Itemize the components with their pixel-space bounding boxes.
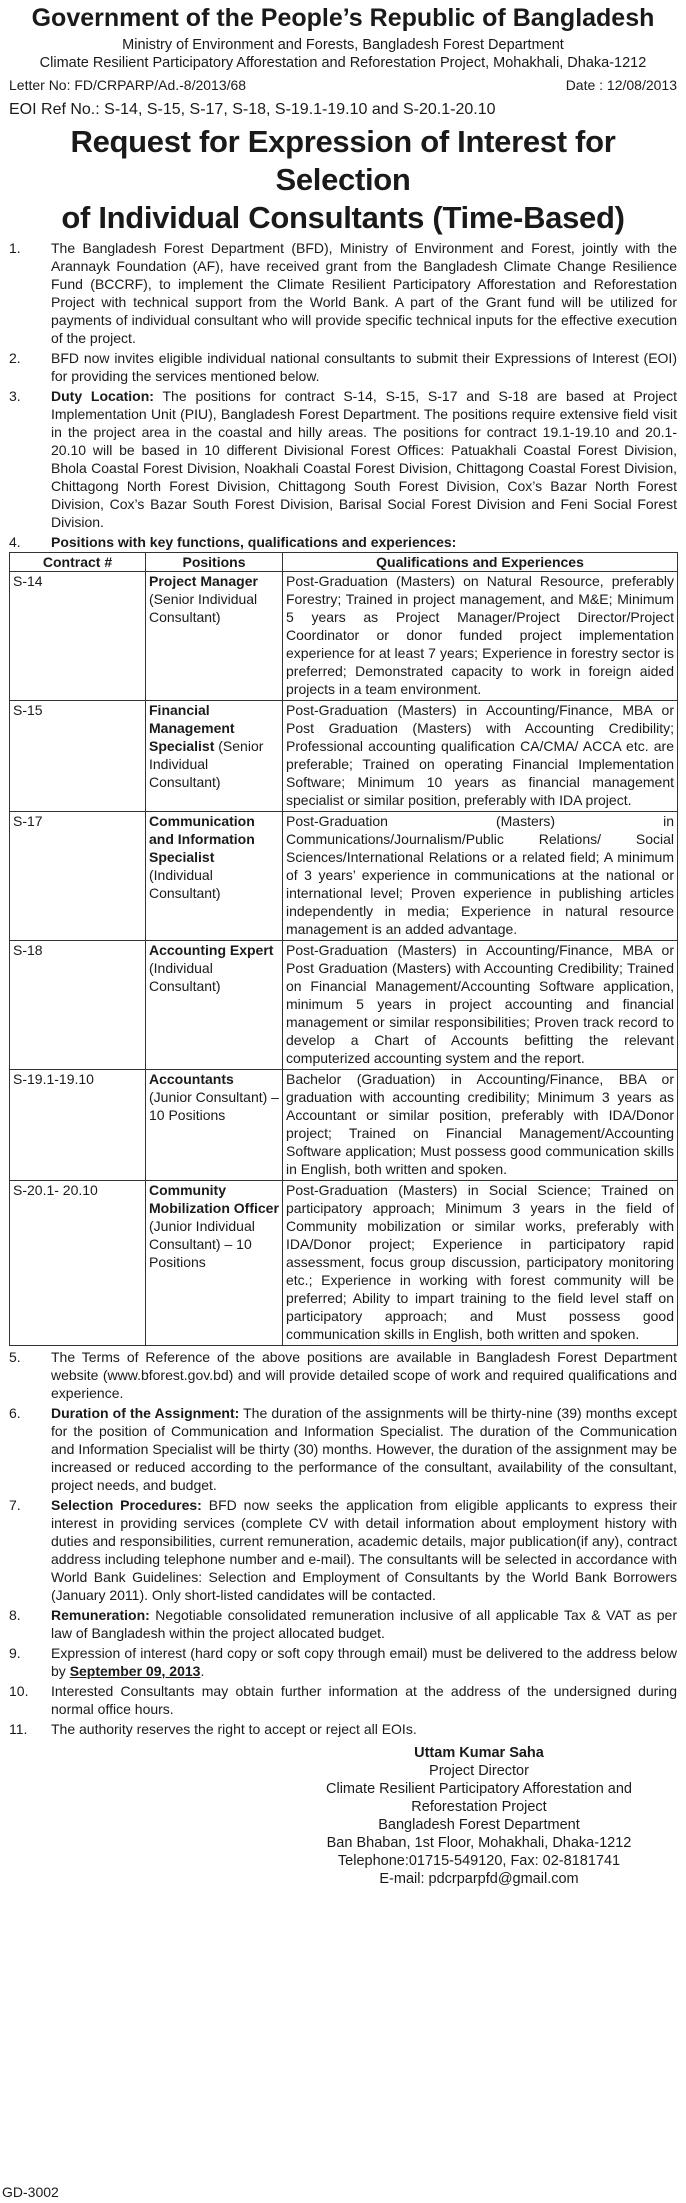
contract-cell: S-17 (10, 812, 146, 941)
paragraph-text: Interested Consultants may obtain further information at the address of the undersigned during normal office hours. (51, 1683, 677, 1717)
gd-code: GD-3002 (2, 2184, 59, 2200)
contract-cell: S-15 (10, 701, 146, 812)
signatory-name: Uttam Kumar Saha (414, 1745, 544, 1761)
paragraph-number: 5. (9, 1349, 21, 1365)
paragraph-number: 9. (9, 1645, 21, 1661)
ministry-line: Ministry of Environment and Forests, Bangladesh Forest Department (122, 37, 564, 53)
deadline-date: September 09, 2013 (69, 1663, 201, 1679)
paragraph-text: BFD now invites eligible individual national consultants to submit their Expressions of Interest (EOI) for providing the services mentioned below. (51, 350, 677, 384)
position-cell (146, 572, 283, 701)
table-row (10, 572, 678, 701)
paragraph-text: The authority reserves the right to accept or reject all EOIs. (51, 1721, 417, 1737)
paragraph-9 (9, 1644, 677, 1680)
paragraph-number: 3. (9, 388, 21, 404)
position-cell (146, 941, 283, 1070)
positions-heading: Positions with key functions, qualifications and experiences: (51, 534, 457, 550)
qualifications-cell: Post-Graduation (Masters) in Accounting/Finance, MBA or Post Graduation (Masters) with Accounting Credibility; Professional accounting qualification CA/CMA/ ACCA etc. are preferable; Trained on operating Financial Implementation Software; Minimum 10 years as financial management specialist or similar position, preferably with IDA project. (283, 701, 678, 812)
positions-table (9, 552, 678, 1346)
signatory-department: Bangladesh Forest Department (378, 1817, 580, 1833)
notice-title-line-2: of Individual Consultants (Time-Based) (61, 200, 625, 235)
letter-date: Date : 12/08/2013 (565, 77, 677, 93)
signature-block (291, 1744, 667, 1888)
project-line: Climate Resilient Participatory Afforestation and Reforestation Project, Mohakhali, Dhaka-1212 (39, 55, 647, 71)
position-cell (146, 812, 283, 941)
paragraph-2 (9, 349, 677, 385)
paragraph-10 (9, 1682, 677, 1718)
signatory-project-line-1: Climate Resilient Participatory Afforestation and (326, 1781, 632, 1797)
signatory-phone: Telephone:01715-549120, Fax: 02-8181741 (337, 1853, 621, 1869)
position-subtitle: (Individual Consultant) (149, 867, 221, 901)
paragraph-body (51, 387, 677, 531)
paragraph-6 (9, 1404, 677, 1494)
paragraph-text: The positions for contract S-14, S-15, S-17 and S-18 are based at Project Implementation Unit (PIU), Bangladesh Forest Department. The positions require extensive field visit in the project area in the coastal and hilly areas. The positions for contract 19.1-19.10 and 20.1-20.10 will be based in 10 different Divisional Forest Offices: Patuakhali Coastal Forest Division, Bhola Coastal Forest Division, Noakhali Coastal Forest Division, Chittagong Coastal Forest Division, Chittagong North Forest Division, Chittagong South Forest Division, Cox’s Bazar North Forest Division, Cox’s Bazar South Forest Division, Barisal Social Forest Division and Feni Social Forest Division. (51, 388, 677, 530)
paragraph-number: 6. (9, 1405, 21, 1421)
paragraph-number: 1. (9, 240, 21, 256)
position-cell (146, 1181, 283, 1346)
paragraph-text: The Bangladesh Forest Department (BFD), Ministry of Environment and Forest, jointly with the Arannayk Foundation (AF), have received grant from the Bangladesh Climate Change Resilience Fund (BCCRF), to implement the Climate Resilient Participatory Afforestation and Reforestation Project with technical support from the World Bank. A part of the Grant fund will be utilized for payments of individual consultant who will provide specific technical inputs for the effective execution of the project. (51, 240, 677, 346)
qualifications-cell: Post-Graduation (Masters) in Social Science; Trained on participatory approach; Minimum 3 years in the field of Community mobilization or similar works, preferably with IDA/Donor project; Experience in participatory rapid assessment, focus group discussion, participatory monitoring etc.; Experience in working with forest community will be preferred; Ability to impart training to the field level staff on participatory approach; and Must possess good communication skills in English, both written and spoken. (283, 1181, 678, 1346)
position-cell (146, 1070, 283, 1181)
contract-cell: S-14 (10, 572, 146, 701)
header-contract: Contract # (10, 553, 146, 572)
table-row (10, 941, 678, 1070)
paragraph-number: 7. (9, 1497, 21, 1513)
signatory-project-line-2: Reforestation Project (411, 1799, 547, 1815)
header-qualifications: Qualifications and Experiences (283, 553, 678, 572)
position-cell (146, 701, 283, 812)
government-title: Government of the People’s Republic of Bangladesh (31, 4, 655, 32)
paragraph-text: The Terms of Reference of the above positions are available in Bangladesh Forest Department website (www.bforest.gov.bd) and will provide detailed scope of work and required qualifications and experience. (51, 1349, 677, 1401)
table-row (10, 1070, 678, 1181)
position-title: Financial Management Specialist (149, 702, 235, 754)
position-title: Community Mobilization Officer (149, 1182, 279, 1216)
header-positions: Positions (146, 553, 283, 572)
letter-row (9, 76, 677, 94)
contract-cell: S-18 (10, 941, 146, 1070)
paragraph-text: The duration of the assignments will be thirty-nine (39) months except for the position of Communication and Information Specialist. The duration of the Communication and Information Specialist will be thirty (30) months. However, the duration of the assignment may be increased or reduced according to the performance of the consultant, availability of the consultant, project needs, and budget. (51, 1405, 677, 1493)
contract-cell: S-19.1-19.10 (10, 1070, 146, 1181)
paragraph-label: Duration of the Assignment: (51, 1405, 240, 1421)
paragraph-text: Expression of interest (hard copy or soft copy through email) must be delivered to the address below by (51, 1645, 677, 1679)
position-subtitle: (Senior Individual Consultant) (149, 738, 264, 790)
paragraph-11 (9, 1720, 677, 1738)
signatory-designation: Project Director (429, 1763, 529, 1779)
paragraph-5 (9, 1348, 677, 1402)
table-header-row (10, 553, 678, 572)
paragraph-label: Selection Procedures: (51, 1497, 202, 1513)
position-title: Project Manager (149, 573, 258, 589)
paragraph-label: Duty Location: (51, 388, 154, 404)
paragraph-body (51, 1496, 677, 1604)
table-row (10, 812, 678, 941)
eoi-reference: EOI Ref No.: S-14, S-15, S-17, S-18, S-19.1-19.10 and S-20.1-20.10 (9, 101, 496, 118)
contract-cell: S-20.1- 20.10 (10, 1181, 146, 1346)
paragraph-4 (9, 533, 677, 551)
qualifications-cell: Post-Graduation (Masters) in Communications/Journalism/Public Relations/ Social Sciences/International Relations or a related field; A minimum of 3 years’ experience in communications at the national or international level; Proven experience in publishing articles independently in media; Experience in natural resource management is an added advantage. (283, 812, 678, 941)
signatory-address: Ban Bhaban, 1st Floor, Mohakhali, Dhaka-1212 (326, 1835, 632, 1851)
paragraph-8 (9, 1606, 677, 1642)
paragraph-7 (9, 1496, 677, 1604)
position-title: Accountants (149, 1071, 234, 1087)
position-subtitle: (Individual Consultant) (149, 960, 221, 994)
paragraph-text: Negotiable consolidated remuneration inclusive of all applicable Tax & VAT as per law of Bangladesh within the project allocated budget. (51, 1607, 677, 1641)
qualifications-cell: Bachelor (Graduation) in Accounting/Finance, BBA or graduation with accounting credibility; Minimum 3 years as Accountant or similar position, preferably with IDA/Donor project; Trained on Financial Management/Accounting Software application; Must possess good communication skills in English, both written and spoken. (283, 1070, 678, 1181)
table-row (10, 1181, 678, 1346)
paragraph-body (51, 1606, 677, 1642)
position-title: Accounting Expert (149, 942, 274, 958)
paragraph-number: 11. (9, 1721, 28, 1737)
qualifications-cell: Post-Graduation (Masters) on Natural Resource, preferably Forestry; Trained in project management, and M&E; Minimum 5 years as Project Manager/Project Director/Project Coordinator or donor funded project implementation experience for at least 7 years; Experience in forestry sector is preferred; Demonstrated capacity to work in foreign aided projects in a team environment. (283, 572, 678, 701)
paragraph-1 (9, 239, 677, 347)
paragraph-number: 10. (9, 1683, 29, 1699)
paragraph-3 (9, 387, 677, 531)
position-title: Communication and Information Specialist (149, 813, 255, 865)
paragraph-body (51, 1404, 677, 1494)
paragraph-label: Remuneration: (51, 1607, 150, 1623)
signatory-email: E-mail: pdcrparpfd@gmail.com (379, 1871, 579, 1887)
position-subtitle: (Junior Consultant) – 10 Positions (149, 1089, 279, 1123)
paragraph-body (51, 1644, 677, 1680)
table-row (10, 701, 678, 812)
notice-title (9, 123, 677, 237)
paragraph-number: 4. (9, 534, 21, 550)
notice-title-line-1: Request for Expression of Interest for Selection (70, 124, 616, 197)
paragraph-number: 8. (9, 1607, 21, 1623)
position-subtitle: (Junior Individual Consultant) – 10 Positions (149, 1218, 255, 1270)
qualifications-cell: Post-Graduation (Masters) in Accounting/Finance, MBA or Post Graduation (Masters) with Accounting Credibility; Trained on Financial Management/Accounting Software application, minimum 5 years in project accounting and financial management or similar responsibilities; Proven track record to develop a Chart of Accounts befitting the relevant computerized accounting system and the report. (283, 941, 678, 1070)
letter-number: Letter No: FD/CRPARP/Ad.-8/2013/68 (9, 77, 247, 93)
paragraph-end: . (200, 1663, 205, 1679)
position-subtitle: (Senior Individual Consultant) (149, 591, 258, 625)
paragraph-number: 2. (9, 350, 21, 366)
paragraph-text: BFD now seeks the application from eligible applicants to express their interest in providing services (complete CV with detail information about employment history with duties and responsibilities, current remuneration, academic details, major publication(if any), contract address including telephone number and e-mail). The consultants will be selected in accordance with World Bank Guidelines: Selection and Employment of Consultants by the World Bank Borrowers (January 2011). Only short-listed candidates will be contacted. (51, 1497, 677, 1603)
